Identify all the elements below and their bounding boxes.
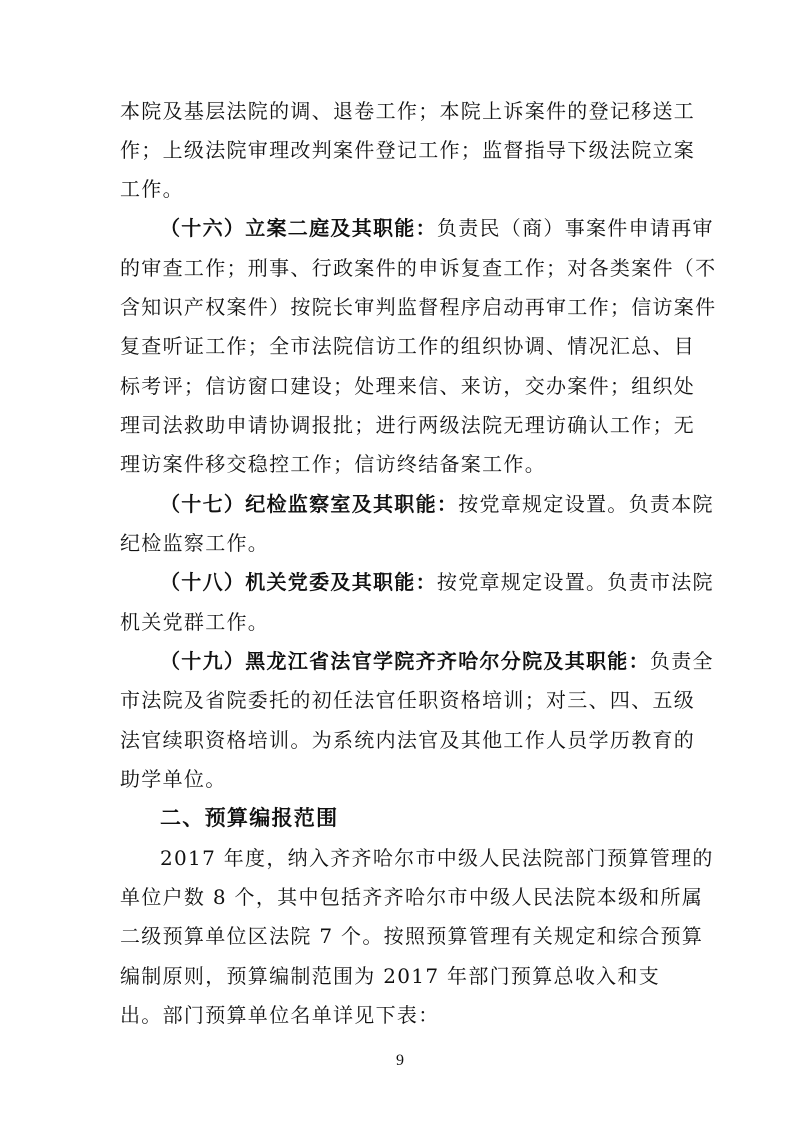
text-line: 复查听证工作；全市法院信访工作的组织协调、情况汇总、目 (120, 334, 696, 358)
section-17-line (160, 492, 714, 516)
section-18-label: （十八）机关党委及其职能： (160, 570, 437, 594)
text-line: 法官续职资格培训。为系统内法官及其他工作人员学历教育的 (120, 728, 696, 752)
text-line: 单位户数 8 个，其中包括齐齐哈尔市中级人民法院本级和所属 (120, 885, 704, 909)
text-line: 二级预算单位区法院 7 个。按照预算管理有关规定和综合预算 (120, 924, 704, 948)
section-19-label: （十九）黑龙江省法官学院齐齐哈尔分院及其职能： (160, 649, 650, 673)
text-line: 含知识产权案件）按院长审判监督程序启动再审工作；信访案件 (120, 295, 717, 319)
text-line: 本院及基层法院的调、退卷工作；本院上诉案件的登记移送工 (120, 99, 696, 123)
section-19-line (160, 649, 714, 673)
text-line: 的审查工作；刑事、行政案件的申诉复查工作；对各类案件（不 (120, 256, 717, 280)
section-16-line (160, 216, 714, 240)
text-line: 理访案件移交稳控工作；信访终结备案工作。 (120, 452, 546, 476)
text-line: 市法院及省院委托的初任法官任职资格培训；对三、四、五级 (120, 688, 696, 712)
text-line: 机关党群工作。 (120, 610, 270, 634)
section-16-text: 负责民（商）事案件申请再审 (436, 216, 714, 240)
page-number: 9 (396, 1052, 404, 1069)
text-line: 编制原则，预算编制范围为 2017 年部门预算总收入和支 (120, 964, 661, 988)
section-17-label: （十七）纪检监察室及其职能： (160, 492, 459, 516)
text-line: 助学单位。 (120, 767, 227, 791)
text-line: 2017 年度，纳入齐齐哈尔市中级人民法院部门预算管理的 (160, 846, 714, 870)
section-heading: 二、预算编报范围 (160, 806, 339, 830)
section-18-text: 按党章规定设置。负责市法院 (436, 570, 714, 594)
text-line: 纪检监察工作。 (120, 531, 270, 555)
text-line: 作；上级法院审理改判案件登记工作；监督指导下级法院立案 (120, 138, 696, 162)
text-line: 标考评；信访窗口建设；处理来信、来访，交办案件；组织处 (120, 374, 696, 398)
text-line: 理司法救助申请协调报批；进行两级法院无理访确认工作；无 (120, 413, 696, 437)
section-16-label: （十六）立案二庭及其职能： (160, 216, 437, 240)
section-17-text: 按党章规定设置。负责本院 (458, 492, 714, 516)
section-19-text: 负责全 (649, 649, 714, 673)
text-line: 工作。 (120, 177, 184, 201)
section-18-line (160, 570, 714, 594)
text-line: 出。部门预算单位名单详见下表： (120, 1003, 440, 1027)
